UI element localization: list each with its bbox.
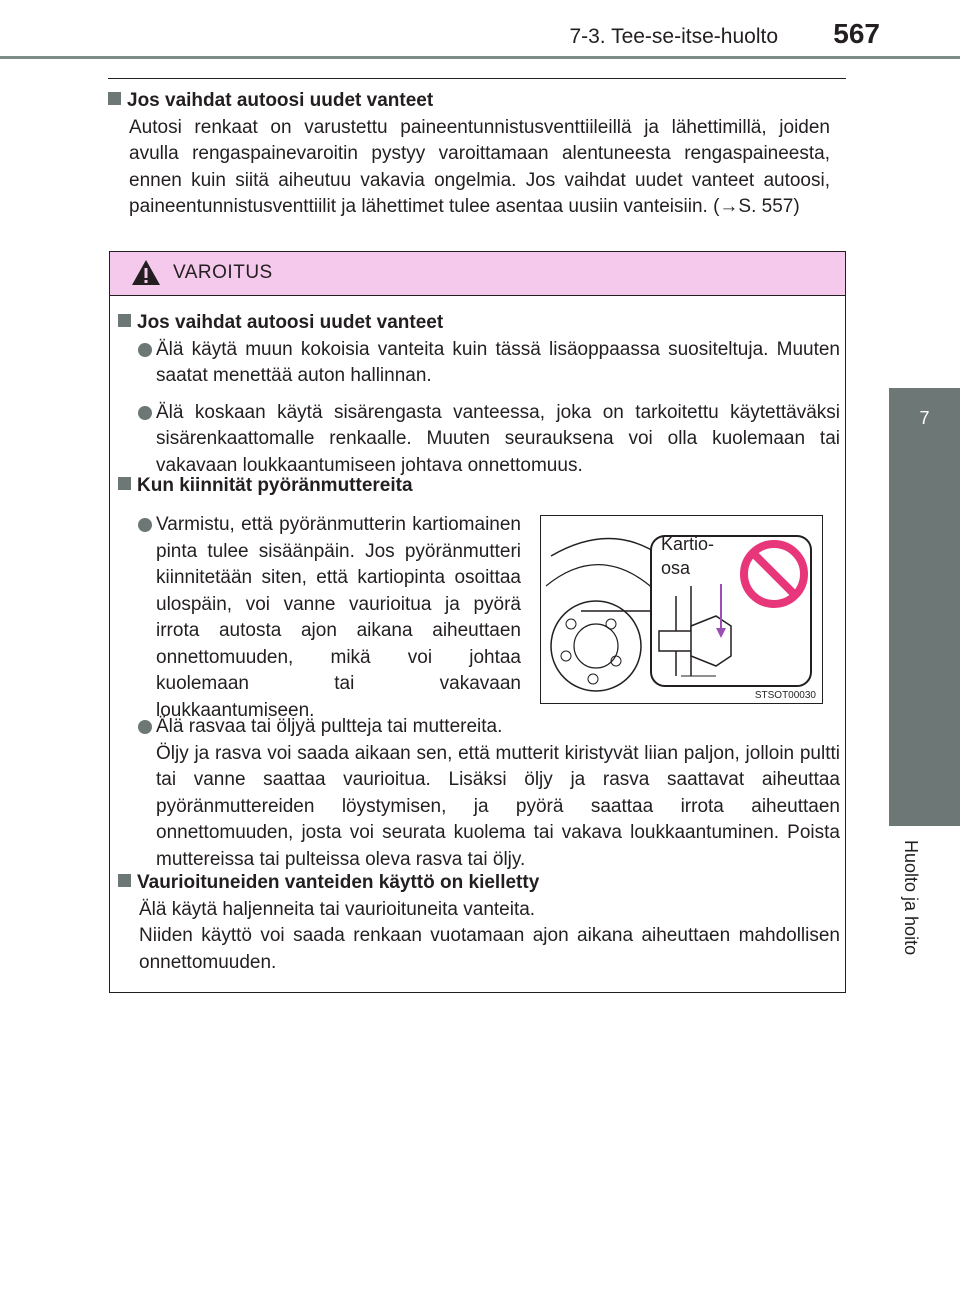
header-rule: [0, 56, 960, 59]
warning-section-3: [118, 870, 840, 976]
warning-triangle-icon: [131, 259, 161, 291]
warning-box: [109, 251, 846, 993]
warning-section-title: Vaurioituneiden vanteiden käyttö on kielletty: [118, 870, 840, 897]
warning-section-title: Kun kiinnität pyöränmuttereita: [118, 473, 840, 500]
warning-heading: VAROITUS: [173, 262, 273, 283]
bullet-continuation: Öljy ja rasva voi saada aikaan sen, että mutterit kiristyvät liian paljon, jolloin pultti tai vanne saattaa vaurioitua. Lisäksi öljy ja rasva saattavat aiheuttaa pyöränmuttereiden löystymisen, ja pyörä saattaa irrota aiheuttaen onnettomuuden, josta voi seurata kuolema tai vakava loukkaantuminen. Poista muttereissa tai pulteissa oleva rasva tai öljy.: [156, 742, 840, 870]
bullet-item: Älä koskaan käytä sisärengasta vanteessa, joka on tarkoitettu käytettäväksi sisärenkaattomalle renkaalle. Muuten seurauksena voi olla kuolemaan tai vakavaan loukkaantumiseen johtava onnettomuus.: [118, 400, 840, 480]
figure-label: Kartio- osa: [661, 534, 715, 578]
chapter-tab: [889, 388, 960, 826]
paragraph: Älä käytä haljenneita tai vaurioituneita vanteita.: [139, 898, 536, 920]
bullet-item: Älä rasvaa tai öljyä pultteja tai muttereita.: [118, 714, 840, 741]
warning-section-1: [118, 310, 840, 479]
header-section-title: 7-3. Tee-se-itse-huolto: [569, 25, 778, 48]
intro-section: [108, 88, 830, 221]
square-bullet-icon: [118, 314, 131, 327]
round-bullet-icon: [138, 406, 152, 420]
chapter-label: Huolto ja hoito: [901, 840, 921, 956]
warning-section-title: Jos vaihdat autoosi uudet vanteet: [118, 310, 840, 337]
figure-code: STSOT00030: [754, 690, 816, 701]
page-number: 567: [833, 18, 880, 49]
lug-nut-figure: [540, 515, 823, 704]
bullet-item: Älä käytä muun kokoisia vanteita kuin tässä lisäoppaassa suositeltuja. Muuten saatat menettää auton hallinnan.: [118, 337, 840, 390]
intro-title: Jos vaihdat autoosi uudet vanteet: [108, 88, 830, 115]
top-rule: [108, 78, 846, 79]
chapter-number: 7: [919, 408, 930, 428]
square-bullet-icon: [108, 92, 121, 105]
round-bullet-icon: [138, 720, 152, 734]
warning-figure-text: [118, 512, 521, 724]
paragraph: Niiden käyttö voi saada renkaan vuotamaan ajon aikana aiheuttaen mahdollisen onnettomuuden.: [139, 925, 840, 973]
square-bullet-icon: [118, 874, 131, 887]
bullet-item: Varmistu, että pyöränmutterin kartiomainen pinta tulee sisäänpäin. Jos pyöränmutteri kiinnitetään siten, että kartiopinta osoittaa ulospäin, voi vanne vaurioitua ja pyörä irrota autosta ajon aikana aiheuttaen onnettomuuden, mikä voi johtaa kuolemaan tai vakavaan loukkaantumiseen.: [118, 512, 521, 724]
round-bullet-icon: [138, 343, 152, 357]
warning-header: [110, 252, 845, 296]
square-bullet-icon: [118, 477, 131, 490]
round-bullet-icon: [138, 518, 152, 532]
intro-body: Autosi renkaat on varustettu paineentunnistusventtiileillä ja lähettimillä, joiden avulla rengaspainevaroitin pystyy varoittamaan alentuneesta rengaspaineesta, ennen kuin siitä aiheutuu vakavia ongelmia. Jos vaihdat uudet vanteet autoosi, paineentunnistusventtiilit ja lähettimet tulee asentaa uusiin vanteisiin. (→S. 557): [129, 116, 830, 217]
warning-section-2-continued: [118, 714, 840, 873]
warning-section-2: [118, 473, 840, 500]
